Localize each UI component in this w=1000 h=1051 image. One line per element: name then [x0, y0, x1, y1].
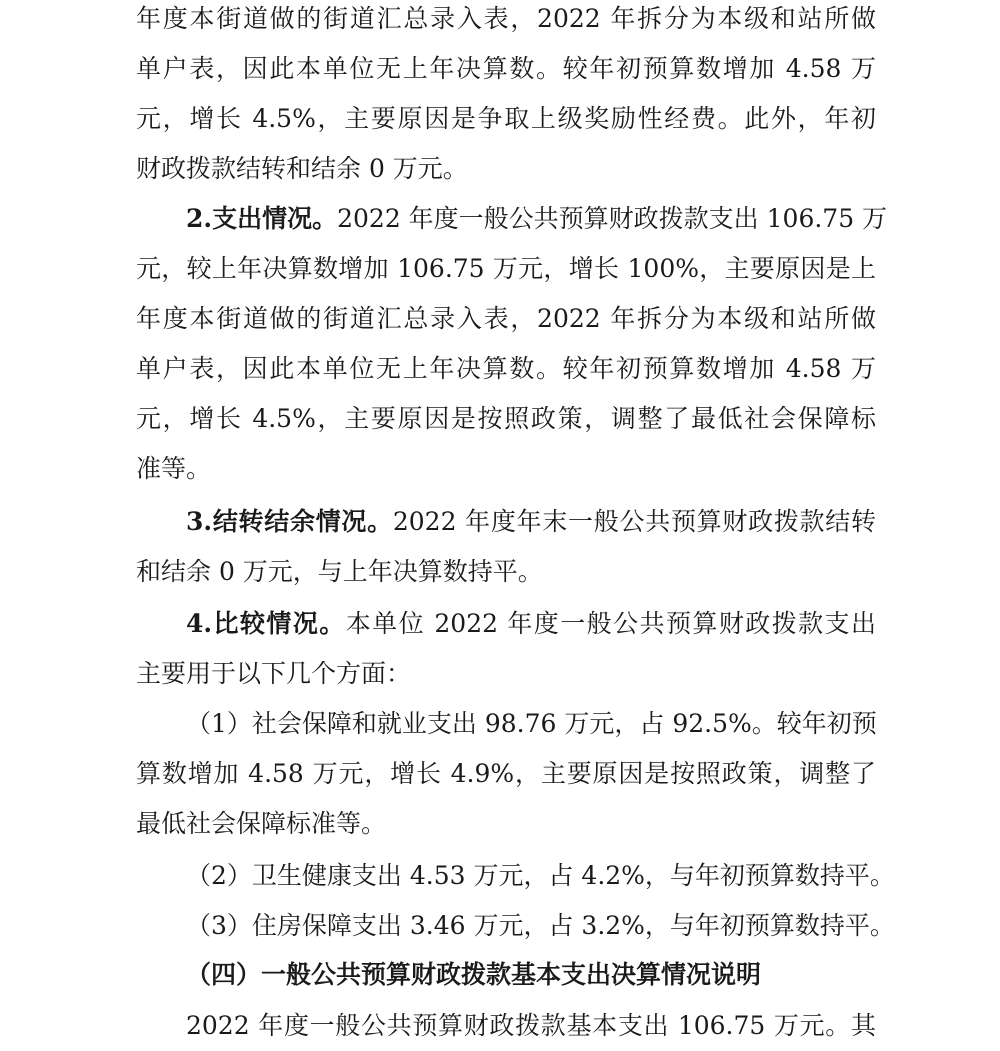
- paragraph-line: [186, 599, 876, 649]
- paragraph-line: 单户表，因此本单位无上年决算数。较年初预算数增加 4.58 万: [136, 54, 876, 83]
- paragraph-line: 准等。: [136, 454, 212, 483]
- paragraph-text: 2022 年度年末一般公共预算财政拨款结转: [392, 507, 876, 536]
- paragraph-line: 年度本街道做的街道汇总录入表，2022 年拆分为本级和站所做: [136, 4, 876, 33]
- paragraph-text: 2022 年度一般公共预算财政拨款支出 106.75 万: [337, 204, 888, 233]
- paragraph-line: 2022 年度一般公共预算财政拨款基本支出 106.75 万元。其: [186, 1011, 876, 1040]
- section-heading: 3.结转结余情况。: [186, 507, 393, 536]
- paragraph-line: [186, 497, 876, 547]
- paragraph-line: 元，较上年决算数增加 106.75 万元，增长 100%，主要原因是上: [136, 254, 876, 283]
- paragraph-line: （3）住房保障支出 3.46 万元，占 3.2%，与年初预算数持平。: [186, 911, 895, 940]
- paragraph-line: 单户表，因此本单位无上年决算数。较年初预算数增加 4.58 万: [136, 354, 876, 383]
- section-heading: 2.支出情况。: [186, 204, 338, 233]
- paragraph-line: （2）卫生健康支出 4.53 万元，占 4.2%，与年初预算数持平。: [186, 861, 895, 890]
- paragraph-line: 财政拨款结转和结余 0 万元。: [136, 154, 468, 183]
- paragraph-line: 主要用于以下几个方面：: [136, 659, 412, 688]
- paragraph-line: 元，增长 4.5%，主要原因是按照政策，调整了最低社会保障标: [136, 404, 876, 433]
- paragraph-line: 算数增加 4.58 万元，增长 4.9%，主要原因是按照政策，调整了: [136, 759, 876, 788]
- paragraph-text: 本单位 2022 年度一般公共预算财政拨款支出: [345, 609, 876, 638]
- subsection-heading: （四）一般公共预算财政拨款基本支出决算情况说明: [186, 960, 762, 989]
- section-heading: 4.比较情况。: [186, 609, 346, 638]
- paragraph-line: [186, 194, 888, 244]
- paragraph-line: （1）社会保障和就业支出 98.76 万元，占 92.5%。较年初预: [186, 709, 877, 738]
- paragraph-line: 最低社会保障标准等。: [136, 809, 387, 838]
- paragraph-line: 元，增长 4.5%，主要原因是争取上级奖励性经费。此外，年初: [136, 104, 876, 133]
- paragraph-line: 年度本街道做的街道汇总录入表，2022 年拆分为本级和站所做: [136, 304, 876, 333]
- paragraph-line: 和结余 0 万元，与上年决算数持平。: [136, 557, 543, 586]
